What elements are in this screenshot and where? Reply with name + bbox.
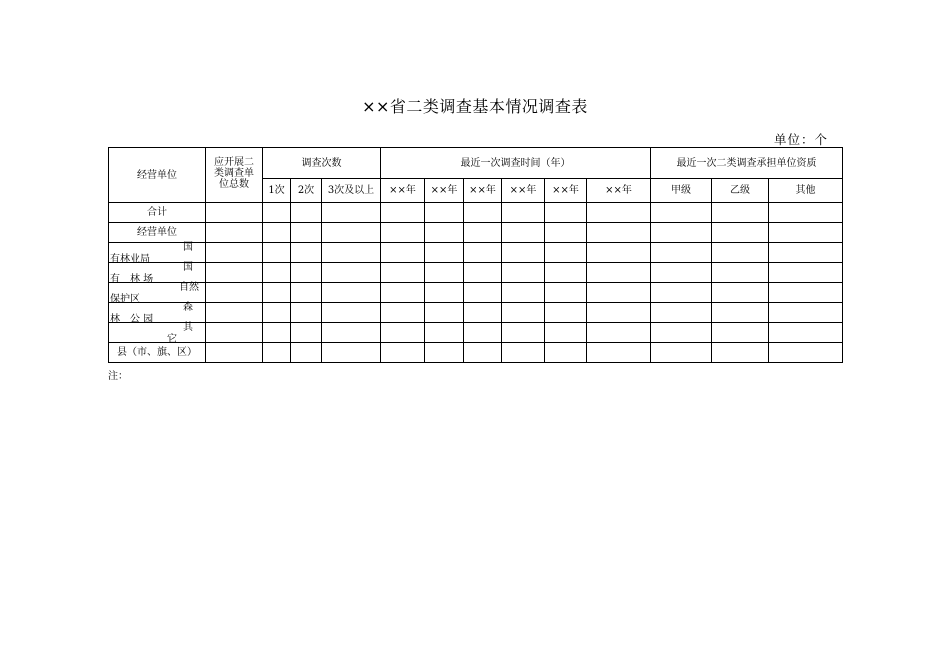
unit-label: 单位：个 [773, 132, 828, 147]
table-cell [322, 263, 381, 283]
header-qualification: 最近一次二类调查承担单位资质 [651, 148, 843, 179]
table-cell [206, 283, 263, 303]
table-cell [502, 243, 545, 263]
table-cell [587, 283, 651, 303]
table-cell [263, 343, 291, 363]
table-cell [769, 203, 843, 223]
table-cell [322, 323, 381, 343]
table-row [109, 203, 843, 223]
table-cell [263, 323, 291, 343]
table-cell [651, 323, 712, 343]
table-cell [502, 343, 545, 363]
table-cell [381, 303, 425, 323]
table-cell [587, 343, 651, 363]
table-cell [712, 263, 769, 283]
table-cell [381, 243, 425, 263]
table-cell [587, 303, 651, 323]
table-cell [545, 223, 587, 243]
table-cell [263, 283, 291, 303]
table-cell [502, 203, 545, 223]
table-cell [502, 283, 545, 303]
header-count-2: 2次 [291, 179, 322, 203]
header-should-count: 应开展二 类调查单 位总数 [206, 148, 263, 203]
header-year-5: ××年 [545, 179, 587, 203]
table-cell [425, 323, 464, 343]
table-cell [545, 243, 587, 263]
table-cell [291, 283, 322, 303]
table-cell [712, 223, 769, 243]
table-cell [322, 203, 381, 223]
header-qual-b: 乙级 [712, 179, 769, 203]
table-cell [464, 203, 502, 223]
table-cell [263, 203, 291, 223]
table-cell [545, 263, 587, 283]
table-cell [545, 303, 587, 323]
table-cell [651, 283, 712, 303]
header-count-3: 3次及以上 [322, 179, 381, 203]
table-cell [712, 303, 769, 323]
table-cell [651, 343, 712, 363]
table-cell [464, 283, 502, 303]
row-label-county: 县（市、旗、区） [109, 343, 206, 363]
table-cell [425, 283, 464, 303]
table-row [109, 223, 843, 243]
table-cell [322, 283, 381, 303]
table-cell [425, 243, 464, 263]
table-cell [263, 303, 291, 323]
table-cell [464, 263, 502, 283]
row-label-total: 合计 [109, 203, 206, 223]
table-cell [206, 303, 263, 323]
table-cell [381, 223, 425, 243]
table-cell [545, 203, 587, 223]
table-cell [712, 283, 769, 303]
table-cell [263, 243, 291, 263]
table-cell [206, 223, 263, 243]
header-count-1: 1次 [263, 179, 291, 203]
table-row [109, 283, 843, 303]
table-cell [587, 243, 651, 263]
survey-table [108, 147, 843, 363]
table-cell [587, 263, 651, 283]
row-label-reserve: 自然 保护区 [109, 283, 206, 303]
table-cell [263, 263, 291, 283]
table-cell [322, 303, 381, 323]
table-cell [651, 263, 712, 283]
table-cell [502, 223, 545, 243]
table-cell [381, 283, 425, 303]
header-year-2: ××年 [425, 179, 464, 203]
table-cell [464, 243, 502, 263]
table-cell [206, 203, 263, 223]
row-label-other: 其 它 [109, 323, 206, 343]
table-cell [712, 243, 769, 263]
page-title: ××省二类调查基本情况调查表 [362, 97, 588, 116]
table-cell [291, 223, 322, 243]
table-cell [651, 303, 712, 323]
table-cell [291, 243, 322, 263]
table-cell [769, 343, 843, 363]
table-cell [263, 223, 291, 243]
table-cell [206, 343, 263, 363]
table-cell [322, 223, 381, 243]
header-qual-a: 甲级 [651, 179, 712, 203]
table-cell [381, 323, 425, 343]
table-row [109, 323, 843, 343]
table-cell [769, 223, 843, 243]
table-cell [322, 343, 381, 363]
table-cell [206, 243, 263, 263]
header-year-1: ××年 [381, 179, 425, 203]
note-label: 注： [108, 371, 128, 382]
table-cell [425, 343, 464, 363]
table-cell [502, 323, 545, 343]
header-year-3: ××年 [464, 179, 502, 203]
table-cell [587, 223, 651, 243]
table-cell [545, 323, 587, 343]
header-org: 经营单位 [109, 148, 206, 203]
table-cell [464, 343, 502, 363]
table-cell [651, 223, 712, 243]
table-cell [425, 203, 464, 223]
table-cell [291, 323, 322, 343]
table-cell [712, 343, 769, 363]
table-cell [464, 223, 502, 243]
table-cell [425, 263, 464, 283]
table-cell [769, 283, 843, 303]
table-cell [769, 303, 843, 323]
table-cell [425, 303, 464, 323]
table-cell [206, 263, 263, 283]
table-cell [769, 243, 843, 263]
table-cell [651, 203, 712, 223]
table-cell [502, 303, 545, 323]
table-cell [381, 203, 425, 223]
table-cell [587, 203, 651, 223]
header-qual-other: 其他 [769, 179, 843, 203]
table-cell [502, 263, 545, 283]
header-year-4: ××年 [502, 179, 545, 203]
table-cell [291, 303, 322, 323]
table-row [109, 343, 843, 363]
header-recent-time: 最近一次调查时间（年） [381, 148, 651, 179]
table-cell [769, 323, 843, 343]
table-cell [291, 343, 322, 363]
table-cell [464, 323, 502, 343]
header-year-6: ××年 [587, 179, 651, 203]
table-cell [587, 323, 651, 343]
table-cell [712, 203, 769, 223]
table-cell [291, 203, 322, 223]
table-cell [712, 323, 769, 343]
table-cell [545, 343, 587, 363]
table-cell [291, 263, 322, 283]
row-label-park: 森 林 公 园 [109, 303, 206, 323]
table-cell [381, 263, 425, 283]
row-label-forest-bureau: 国 有林业局 [109, 243, 206, 263]
table-row [109, 303, 843, 323]
table-cell [322, 243, 381, 263]
table-cell [545, 283, 587, 303]
row-label-forest-farm: 国 有 林 场 [109, 263, 206, 283]
table-cell [651, 243, 712, 263]
header-row-1 [109, 148, 843, 179]
table-cell [464, 303, 502, 323]
table-cell [381, 343, 425, 363]
table-row [109, 263, 843, 283]
row-label-org-unit: 经营单位 [109, 223, 206, 243]
header-survey-count: 调查次数 [263, 148, 381, 179]
table-row [109, 243, 843, 263]
table-cell [425, 223, 464, 243]
table-cell [769, 263, 843, 283]
table-cell [206, 323, 263, 343]
